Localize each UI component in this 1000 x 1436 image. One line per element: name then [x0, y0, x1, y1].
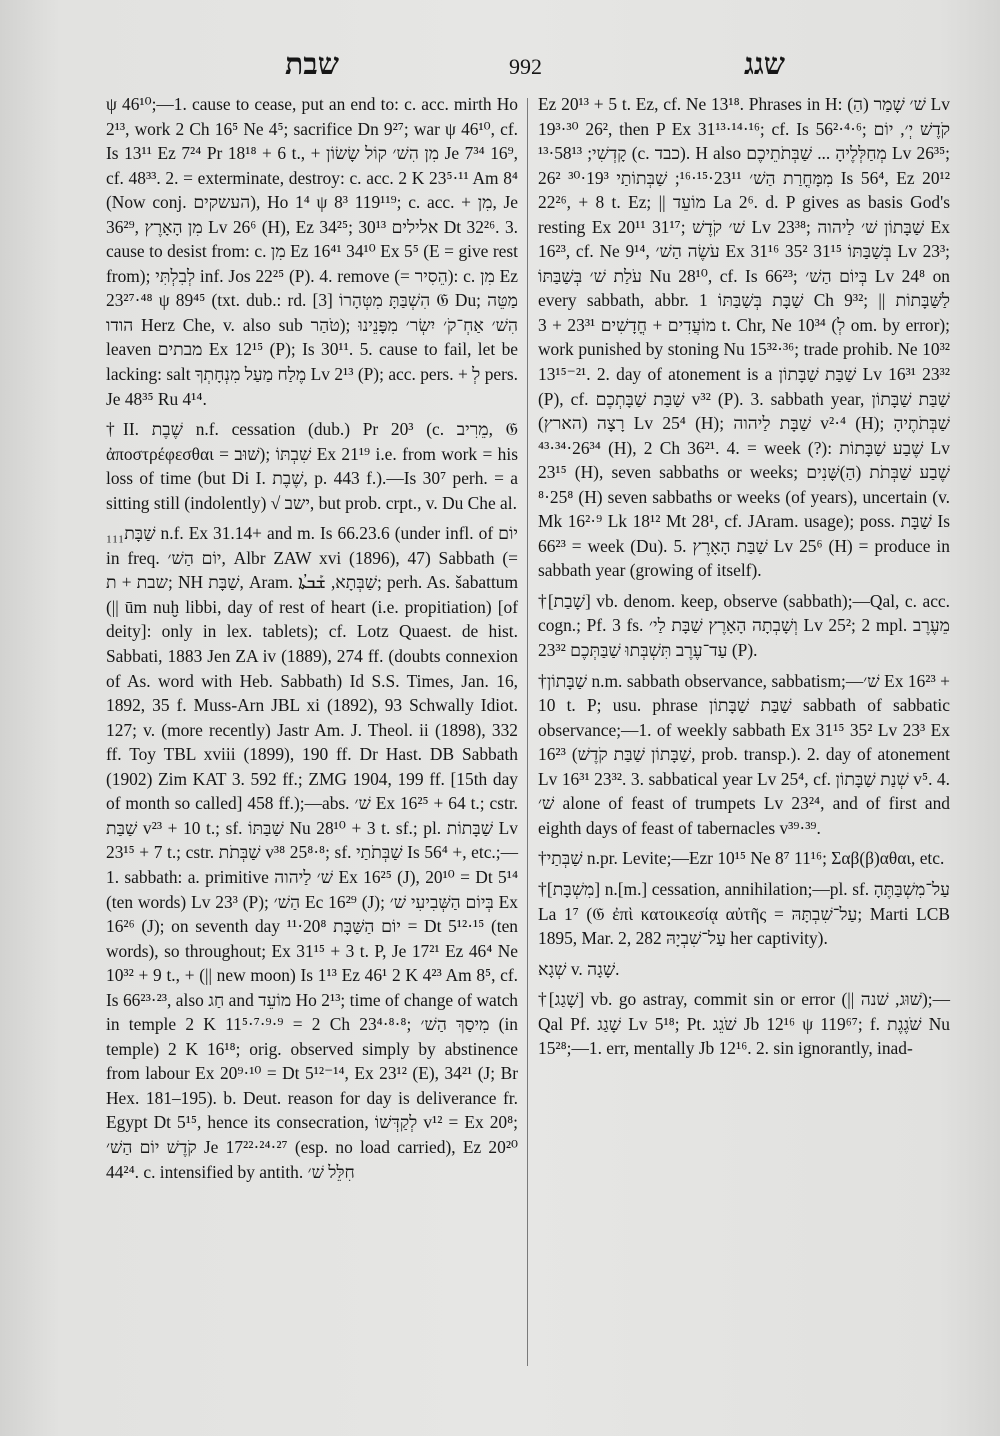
entry-shabbath-continuation: Ez 20¹³ + 5 t. Ez, cf. Ne 13¹⁸. Phrases in H: שׁ׳ שָׁמַר (הַ) Lv 19³·³⁰ 26², then P Ex 31¹³·¹⁴·¹⁶; cf. Is 56²·⁴·⁶; קֹדֶשׁ יְ׳, יוֹם קָדְשִׁי; 58¹³·¹³ (c. כבד). H also מְחַלְּלֶיהָ ... שַׁבְּתֹתֵיכֶם Lv 26³⁵; מִמָּחֳרַת הַשׁ׳ 23¹¹·¹⁵·¹⁶; שַׁבְּתוֹתַי 19³·³⁰ 26² Is 56⁴, Ez 20¹² 22²⁶, + 8 t. Ez; || מוֹעֵד La 2⁶. d. P gives as basis God's resting Ex 20¹¹ 31¹⁷; שׁ׳ קֹדֶשׁ Lv 23³⁸; שַׁבָּתוֹן שׁ׳ לַיהוה Ex 16²³, cf. Ne 9¹⁴, עֹשֶׂה הַשׁ׳ Ex 31¹⁶ בְּשַׁבַּתּוֹ 31¹⁵ 35² Lv 23³; עֹלַת שׁ׳ בְּשַׁבַּתּוֹ Nu 28¹⁰, cf. Is 66²³; בְּיוֹם הַשׁ׳ Lv 24⁸ on every sabbath, abbr. שַׁבָּת בְּשַׁבַּתּוֹ 1 Ch 9³²; לַשַּׁבָּתוֹת || מוֹעֲדִים + חֳדָשִׁים 23³¹ + 3 t. Chr, Ne 10³⁴ (לְ om. by error); work punished by stoning Nu 15³²·³⁶; trade prohib. Ne 10³² 13¹⁵⁻²¹. 2. day of atonement is a שַׁבַּת שַׁבָּתוֹן Lv 16³¹ 23³² (P), cf. שַׁבַּת שַׁבָּתְכֶם v³² (P). 3. sabbath year, שַׁבַּת שַׁבָּתוֹן רָצָה (הארץ) Lv 25⁴ (H); שַׁבָּת לַיהוה v²·⁴ (H); שַׁבְּתֹתֶיהָ 26³⁴·³⁴·⁴³ (H), 2 Ch 36²¹. 4. = week (?): שֶׁבַע שַׁבָּתוֹת Lv 23¹⁵ (H), seven sabbaths or weeks; שֶׁבַע שַׁבְּתֹת (הַ)שָּׁנִים 25⁸·⁸ (H) seven sabbaths or weeks (of years), uncertain (v. Mk 16²·⁹ Lk 18¹² Mt 28¹, cf. JAram. usage); poss. שַׁבָּת Is 66²³ = week (Du). 5. שַׁבַּת הָאָרֶץ Lv 25⁶ (H) = produce in sabbath year (growing of itself).	[538, 94, 951, 581]
running-header	[95, 48, 905, 88]
header-left-headword: שבת	[285, 48, 339, 81]
page-number: 992	[509, 54, 542, 79]
entry-shabbathon: †שַׁבָּתוֹן n.m. sabbath observance, sabbatism;—שׁ׳ Ex 16²³ + 10 t. P; usu. phrase שַׁבַּת שַׁבָּתוֹן sabbath of sabbatic observance;—1. of weekly sabbath Ex 31¹⁵ 35² Lv 23³ Ex 16²³ (שַׁבָּתוֹן שַׁבַּת קֹדֶשׁ, prob. transp.). 2. day of atonement Lv 16³¹ 23³². 3. sabbatical year Lv 25⁴, cf. שְׁנַת שַׁבָּתוֹן v⁵. 4. שׁ׳ alone of feast of trumpets Lv 23²⁴, and of first and eighth days of feast of tabernacles v³⁹·³⁹.	[538, 670, 950, 838]
entry-mishbath: †[מִשְׁבָּת] n.[m.] cessation, annihilation;—pl. sf. עַל־מִשְׁבַּתֶּהָ La 1⁷ (𝔊 ἐπὶ κατοικεσίᾳ αὐτῆς = עַל־שִׁבְתָּהּ; Marti LCB 1895, Mar. 2, 282 עַל־שִׁבְיָהּ her captivity).	[538, 878, 950, 949]
left-column	[106, 92, 518, 1184]
right-column	[538, 92, 950, 1061]
header-right-headword: שגג	[743, 48, 785, 81]
entry-continuation: ψ 46¹⁰;—1. cause to cease, put an end to: c. acc. mirth Ho 2¹³, work 2 Ch 16⁵ Ne 4⁵; sacrifice Dn 9²⁷; war ψ 46¹⁰, cf. Is 13¹¹ Ez 7²⁴ Pr 18¹⁸ + 6 t., + מִן הִשׁ׳ קוֹל שָׂשׂוֹן Je 7³⁴ 16⁹, cf. 48³³. 2. = exterminate, destroy: c. acc. 2 K 23⁵·¹¹ Am 8⁴ (Now conj. העשקים), Ho 1⁴ ψ 8³ 119¹¹⁹; c. acc. + מִן, Je 36²⁹, מִן הָאָרֶץ Lv 26⁶ (H), Ez 34²⁵; אלילים 30¹³ Dt 32²⁶. 3. cause to desist from: c. מִן Ez 16⁴¹ 34¹⁰ Ex 5⁵ (E = give rest from); לְבִלְתִּי inf. Jos 22²⁵ (P). 4. remove (= הֵסִיר): c. מִן Ez 23²⁷·⁴⁸ ψ 89⁴⁵ (txt. dub.: rd. הִשְׁבַּתָּ מִטְּהָרוֹ [3] 𝔊 Du; מַטֵּה הודו Herz Che, v. also sub טֹהַר); הִשׁ׳ אַחְ־קֹ׳ יִשְׂר׳ מִפָּנֵינוּ leaven מבתים Ex 12¹⁵ (P); Is 30¹¹. 5. cause to fail, let be lacking: salt מֶלַח מַעַל מִנְחָתְךָ Lv 2¹³ (P); acc. pers. + לְ pers. Je 48³⁵ Ru 4¹⁴.	[106, 94, 519, 409]
entry-shebeth: †II. שֶׁבֶת n.f. cessation (dub.) Pr 20³ (c. מֵרִיב, 𝔊 ἀποστρέφεσθαι = שׁוּב); שִׁבְתּוֹ Ex 21¹⁹ i.e. from work = his loss of time (but Di I. שֶׁבֶת, p. 443 f.).—Is 30⁷ perh. = a sitting still (indolently) √ ישב, but prob. crpt., v. Du Che al.	[106, 419, 518, 513]
entry-shagag: †[שָׁגַג] vb. go astray, commit sin or error (|| שׁוּג, שׁנה);—Qal Pf. שָׁגַג Lv 5¹⁸; Pt. שֹׁגֵג Jb 12¹⁶ ψ 119⁶⁷; f. שֹׁגֶגֶת Nu 15²⁸;—1. err, mentally Jb 12¹⁶. 2. sin ignorantly, inad-	[538, 989, 950, 1059]
column-divider	[527, 98, 528, 1366]
entry-shega: שְׁגָא v. שָׁגָה.	[538, 958, 620, 979]
entry-shabbethai: †שַׁבְּתַי n.pr. Levite;—Ezr 10¹⁵ Ne 8⁷ 11¹⁶; Σαβ(β)αθαι, etc.	[538, 848, 945, 869]
entry-shabath-verb: †[שָׁבַת] vb. denom. keep, observe (sabbath);—Qal, c. acc. cogn.; Pf. 3 fs. וְשָׁבְתָה הָאָרֶץ שַׁבָּת לַי׳ Lv 25²; 2 mpl. מֵעֶרֶב עַד־עֶרֶב תִּשְׁבְּתוּ שַׁבַּתְּכֶם 23³² (P).	[538, 590, 950, 661]
entry-shabbath: שַׁבָּת₁₁₁ n.f. Ex 31.14+ and m. Is 66.23.6 (under infl. of יוֹם in freq. יוֹם הַשׁ׳, Albr ZAW xvi (1896), 47) Sabbath (= שבת + ת; NH שַׁבָּת, Aram. שַׁבְּתָא, ܫܰܒܬܳܐ; perh. As. šabattum (|| ūm nuḫ libbi, day of rest of heart (i.e. propitiation) [of deity]: only in lex. tablets); cf. Lotz Quaest. de hist. Sabbati, 1883 Jen ZA iv (1889), 274 ff. (doubts connexion of As. word with Heb. Sabbath) Id S.S. Times, Jan. 16, 1892, 35 f. Muss-Arn JBL xi (1892), 93 Schwally Idiot. 127; v. (more recently) Jastr Am. J. Theol. ii (1898), 332 ff. Toy TBL xviii (1899), 190 ff. Dr Hast. DB Sabbath (1902) Zim KAT 3. 592 ff.; ZMG 1904, 199 ff. [15th day of month so called] 458 ff.);—abs. שׁ׳ Ex 16²⁵ + 64 t.; cstr. שַׁבַּת v²³ + 10 t.; sf. שַׁבַּתּוֹ Nu 28¹⁰ + 3 t. sf.; pl. שַׁבָּתוֹת Lv 23¹⁵ + 7 t.; cstr. שַׁבְּתֹת v³⁸ 25⁸·⁸; sf. שַׁבְּתֹתַי Is 56⁴ +, etc.;—1. sabbath: a. primitive שׁ׳ לַיהוה Ex 16²⁵ (J), 20¹⁰ = Dt 5¹⁴ (ten words) Lv 23³ (P); הַשׁ׳ Ec 16²⁹ (J); בְּיוֹם הַשְּׁבִיעִי שׁ׳ Ex 16²⁶ (J); on seventh day יוֹם הַשַּׁבָּת 20⁸·¹¹ = Dt 5¹²·¹⁵ (ten words), so throughout; Ex 31¹⁵ + 3 t. P, Je 17²¹ Ez 46⁴ Ne 10³² + 9 t., + (|| new moon) Is 1¹³ Ez 46¹ 2 K 4²³ Am 8⁵, cf. Is 66²³·²³, also חַג and מוֹעֵד Ho 2¹³; time of change of watch in temple 2 K 11⁵·⁷·⁹·⁹ = 2 Ch 23⁴·⁸·⁸; מִיסַךְ הַשׁ׳ (in temple) 2 K 16¹⁸; orig. observed simply by abstinence from labour Ex 20⁹·¹⁰ = Dt 5¹²⁻¹⁴, Ex 23¹² (E), 34²¹ (J; Br Hex. 181–195). b. Deut. reason for day is deliverance fr. Egypt Dt 5¹⁵, hence its consecration, לְקַדְּשׁוֹ v¹² = Ex 20⁸; קֹדֶשׁ יוֹם הַשׁ׳ Je 17²²·²⁴·²⁷ (esp. no load carried), Ez 20²⁰ 44²⁴. c. intensified by antith. חִלֵּל שׁ׳	[106, 523, 519, 1182]
